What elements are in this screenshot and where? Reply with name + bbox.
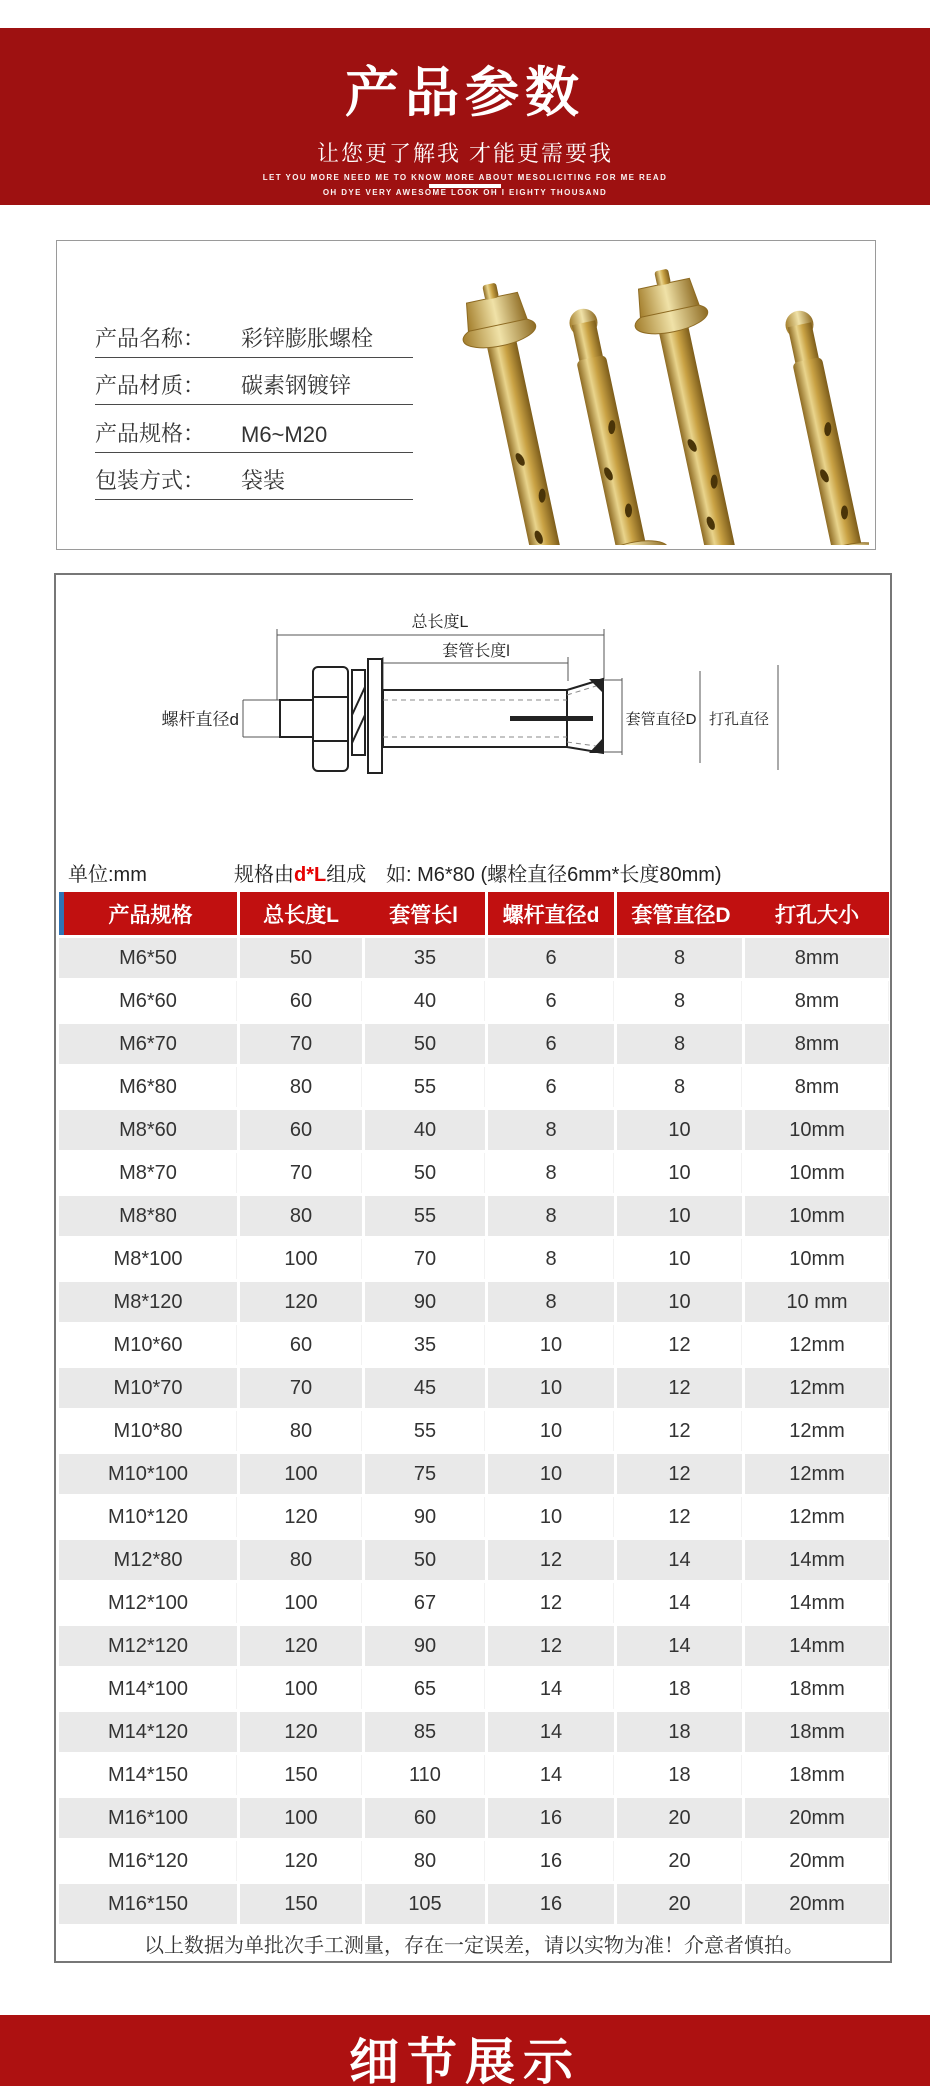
table-cell: 12 xyxy=(617,1325,742,1365)
table-row xyxy=(59,1626,889,1666)
info-label: 产品规格： xyxy=(95,421,206,446)
table-cell: M16*120 xyxy=(59,1841,237,1881)
dim-label-sleeve-diameter: 套管直径D xyxy=(625,711,697,728)
table-cell: 8 xyxy=(488,1282,614,1322)
table-cell: 70 xyxy=(365,1239,485,1279)
table-cell: 12mm xyxy=(745,1454,889,1494)
table-row xyxy=(59,1325,889,1365)
table-cell: M10*80 xyxy=(59,1411,237,1451)
table-cell: 12 xyxy=(488,1583,614,1623)
table-cell: 14 xyxy=(488,1669,614,1709)
table-cell: 100 xyxy=(240,1454,362,1494)
table-cell: 12 xyxy=(617,1368,742,1408)
table-cell: 12mm xyxy=(745,1497,889,1537)
table-cell: 90 xyxy=(365,1497,485,1537)
table-row xyxy=(59,1110,889,1150)
table-cell: 14mm xyxy=(745,1540,889,1580)
table-cell: 6 xyxy=(488,1067,614,1107)
table-cell: 12 xyxy=(617,1411,742,1451)
table-cell: M6*60 xyxy=(59,981,237,1021)
spec-rule-highlight: d*L xyxy=(294,864,327,886)
table-cell: M16*100 xyxy=(59,1798,237,1838)
table-cell: 80 xyxy=(240,1196,362,1236)
table-row xyxy=(59,1841,889,1881)
spec-table xyxy=(59,892,889,1924)
table-cell: 20 xyxy=(617,1841,742,1881)
table-cell: 120 xyxy=(240,1497,362,1537)
table-cell: M8*80 xyxy=(59,1196,237,1236)
table-row xyxy=(59,1712,889,1752)
table-cell: 50 xyxy=(365,1024,485,1064)
table-cell: 105 xyxy=(365,1884,485,1924)
table-cell: M10*100 xyxy=(59,1454,237,1494)
table-cell: 100 xyxy=(240,1669,362,1709)
table-cell: M10*70 xyxy=(59,1368,237,1408)
table-cell: 12 xyxy=(617,1497,742,1537)
table-header-row xyxy=(59,892,889,935)
table-cell: 120 xyxy=(240,1626,362,1666)
table-cell: 8 xyxy=(617,938,742,978)
table-cell: 50 xyxy=(365,1153,485,1193)
table-cell: M12*100 xyxy=(59,1583,237,1623)
table-cell: 8mm xyxy=(745,938,889,978)
table-row xyxy=(59,1368,889,1408)
unit-note-line xyxy=(56,858,890,884)
table-cell: 55 xyxy=(365,1411,485,1451)
table-cell: 10mm xyxy=(745,1239,889,1279)
table-cell: 10 xyxy=(617,1282,742,1322)
column-header-group xyxy=(617,892,889,935)
table-cell: 80 xyxy=(240,1067,362,1107)
footer-title: 细节展示 xyxy=(349,2034,581,2086)
table-cell: 20 xyxy=(617,1884,742,1924)
table-cell: 8 xyxy=(617,1067,742,1107)
table-cell: 16 xyxy=(488,1884,614,1924)
table-cell: 60 xyxy=(240,981,362,1021)
table-cell: 150 xyxy=(240,1884,362,1924)
table-cell: 120 xyxy=(240,1712,362,1752)
table-cell: 65 xyxy=(365,1669,485,1709)
table-cell: 10 mm xyxy=(745,1282,889,1322)
table-cell: 12 xyxy=(617,1454,742,1494)
table-cell: 40 xyxy=(365,1110,485,1150)
table-cell: M6*70 xyxy=(59,1024,237,1064)
table-cell: 50 xyxy=(365,1540,485,1580)
table-cell: 18mm xyxy=(745,1712,889,1752)
table-cell: M14*150 xyxy=(59,1755,237,1795)
table-cell: 60 xyxy=(240,1110,362,1150)
banner-english-line1: LET YOU MORE NEED ME TO KNOW MORE ABOUT MESOLICITING FOR ME READ xyxy=(262,173,668,182)
footer-banner xyxy=(0,2015,930,2086)
info-label: 产品名称： xyxy=(95,326,206,351)
table-row xyxy=(59,1196,889,1236)
table-cell: M12*120 xyxy=(59,1626,237,1666)
table-cell: 8 xyxy=(488,1239,614,1279)
table-cell: 80 xyxy=(365,1841,485,1881)
table-cell: 14mm xyxy=(745,1626,889,1666)
column-header: 打孔大小 xyxy=(775,903,859,927)
table-cell: 50 xyxy=(240,938,362,978)
table-cell: 14 xyxy=(617,1583,742,1623)
table-cell: 20mm xyxy=(745,1841,889,1881)
table-cell: 120 xyxy=(240,1282,362,1322)
table-row xyxy=(59,981,889,1021)
dim-label-screw-diameter: 螺杆直径d xyxy=(161,710,239,729)
table-cell: 70 xyxy=(240,1024,362,1064)
table-cell: 85 xyxy=(365,1712,485,1752)
product-photo-bolts xyxy=(349,249,869,545)
table-row xyxy=(59,1411,889,1451)
table-cell: 75 xyxy=(365,1454,485,1494)
table-cell: M12*80 xyxy=(59,1540,237,1580)
spec-box xyxy=(54,573,892,1963)
table-cell: 35 xyxy=(365,1325,485,1365)
table-cell: 20 xyxy=(617,1798,742,1838)
table-cell: 8 xyxy=(488,1196,614,1236)
table-cell: 6 xyxy=(488,981,614,1021)
table-cell: 35 xyxy=(365,938,485,978)
info-label: 包装方式： xyxy=(95,468,206,493)
table-cell: 18 xyxy=(617,1669,742,1709)
table-cell: 70 xyxy=(240,1368,362,1408)
table-cell: M10*60 xyxy=(59,1325,237,1365)
table-cell: 60 xyxy=(240,1325,362,1365)
page-title: 产品参数 xyxy=(345,63,585,123)
column-header: 产品规格 xyxy=(64,892,237,935)
table-row xyxy=(59,1798,889,1838)
table-cell: M14*100 xyxy=(59,1669,237,1709)
table-cell: 45 xyxy=(365,1368,485,1408)
table-cell: 18 xyxy=(617,1755,742,1795)
table-row xyxy=(59,1239,889,1279)
table-row xyxy=(59,1755,889,1795)
product-info-box xyxy=(56,240,876,550)
table-cell: 90 xyxy=(365,1626,485,1666)
table-cell: 10 xyxy=(488,1325,614,1365)
table-cell: 8 xyxy=(617,981,742,1021)
table-cell: 55 xyxy=(365,1196,485,1236)
table-row xyxy=(59,1669,889,1709)
table-cell: 10 xyxy=(488,1454,614,1494)
table-cell: 18 xyxy=(617,1712,742,1752)
table-cell: 8mm xyxy=(745,1067,889,1107)
table-cell: 70 xyxy=(240,1153,362,1193)
info-label: 产品材质： xyxy=(95,373,206,398)
banner-english-line2: OH DYE VERY AWESOME LOOK OH I EIGHTY THOUSAND xyxy=(322,188,608,197)
table-cell: 12mm xyxy=(745,1325,889,1365)
table-cell: 120 xyxy=(240,1841,362,1881)
table-cell: 67 xyxy=(365,1583,485,1623)
table-cell: M8*100 xyxy=(59,1239,237,1279)
table-footnote: 以上数据为单批次手工测量，存在一定误差，请以实物为准！介意者慎拍。 xyxy=(59,1926,889,1960)
info-value: 袋装 xyxy=(241,468,286,493)
table-cell: 40 xyxy=(365,981,485,1021)
column-header-group xyxy=(240,892,485,935)
table-row xyxy=(59,1282,889,1322)
column-header: 套管长l xyxy=(389,903,458,927)
table-row xyxy=(59,1540,889,1580)
table-row xyxy=(59,1067,889,1107)
table-cell: 10 xyxy=(617,1110,742,1150)
table-cell: 80 xyxy=(240,1540,362,1580)
table-cell: 60 xyxy=(365,1798,485,1838)
info-value: 彩锌膨胀螺栓 xyxy=(241,326,374,351)
table-cell: M8*70 xyxy=(59,1153,237,1193)
table-body xyxy=(59,938,889,1924)
table-cell: 10 xyxy=(488,1497,614,1537)
table-cell: M8*120 xyxy=(59,1282,237,1322)
table-row xyxy=(59,1024,889,1064)
dim-label-sleeve-length: 套管长度l xyxy=(442,643,510,660)
table-row xyxy=(59,938,889,978)
table-row xyxy=(59,1454,889,1494)
table-cell: 10 xyxy=(488,1411,614,1451)
table-cell: 20mm xyxy=(745,1798,889,1838)
table-cell: 100 xyxy=(240,1583,362,1623)
table-cell: 12 xyxy=(488,1626,614,1666)
table-cell: 10 xyxy=(617,1239,742,1279)
header-banner xyxy=(0,28,930,205)
table-cell: 80 xyxy=(240,1411,362,1451)
banner-subtitle: 让您更了解我 才能更需要我 xyxy=(316,141,614,166)
bolt-dimension-diagram xyxy=(56,575,890,855)
table-cell: M16*150 xyxy=(59,1884,237,1924)
table-row xyxy=(59,1884,889,1924)
table-cell: 8 xyxy=(488,1110,614,1150)
table-cell: 8 xyxy=(617,1024,742,1064)
table-cell: 12mm xyxy=(745,1368,889,1408)
table-cell: 10mm xyxy=(745,1196,889,1236)
table-cell: 16 xyxy=(488,1798,614,1838)
column-header: 套管直径D xyxy=(631,903,731,927)
table-cell: 14mm xyxy=(745,1583,889,1623)
table-cell: 18mm xyxy=(745,1755,889,1795)
table-cell: 16 xyxy=(488,1841,614,1881)
table-cell: 6 xyxy=(488,1024,614,1064)
table-cell: 100 xyxy=(240,1798,362,1838)
spec-rule: 规格由d*L组成 xyxy=(234,864,367,886)
column-header: 总长度L xyxy=(263,903,339,927)
table-cell: 8 xyxy=(488,1153,614,1193)
banner-dash-divider xyxy=(429,184,501,188)
table-cell: M6*50 xyxy=(59,938,237,978)
table-cell: 10mm xyxy=(745,1153,889,1193)
dim-label-hole-diameter: 打孔直径 xyxy=(708,711,770,728)
table-row xyxy=(59,1583,889,1623)
table-cell: M8*60 xyxy=(59,1110,237,1150)
table-cell: 14 xyxy=(617,1626,742,1666)
table-cell: 12mm xyxy=(745,1411,889,1451)
table-cell: 8mm xyxy=(745,981,889,1021)
table-cell: 10 xyxy=(617,1153,742,1193)
table-cell: 20mm xyxy=(745,1884,889,1924)
table-cell: 10 xyxy=(617,1196,742,1236)
table-cell: 12 xyxy=(488,1540,614,1580)
table-cell: M6*80 xyxy=(59,1067,237,1107)
unit-label: 单位:mm xyxy=(68,864,147,886)
table-row xyxy=(59,1497,889,1537)
table-cell: 6 xyxy=(488,938,614,978)
table-cell: M14*120 xyxy=(59,1712,237,1752)
table-cell: 14 xyxy=(617,1540,742,1580)
table-cell: 10mm xyxy=(745,1110,889,1150)
column-header: 螺杆直径d xyxy=(488,892,614,935)
info-value: 碳素钢镀锌 xyxy=(241,373,352,398)
spec-example: 如: M6*80 (螺栓直径6mm*长度80mm) xyxy=(386,864,722,886)
table-cell: 100 xyxy=(240,1239,362,1279)
table-cell: 14 xyxy=(488,1755,614,1795)
table-cell: 18mm xyxy=(745,1669,889,1709)
table-cell: 150 xyxy=(240,1755,362,1795)
dim-label-total-length: 总长度L xyxy=(411,614,469,631)
table-cell: 8mm xyxy=(745,1024,889,1064)
info-value: M6~M20 xyxy=(241,422,328,447)
table-cell: 90 xyxy=(365,1282,485,1322)
table-row xyxy=(59,1153,889,1193)
table-cell: 110 xyxy=(365,1755,485,1795)
table-cell: 10 xyxy=(488,1368,614,1408)
table-cell: M10*120 xyxy=(59,1497,237,1537)
table-cell: 14 xyxy=(488,1712,614,1752)
table-cell: 55 xyxy=(365,1067,485,1107)
